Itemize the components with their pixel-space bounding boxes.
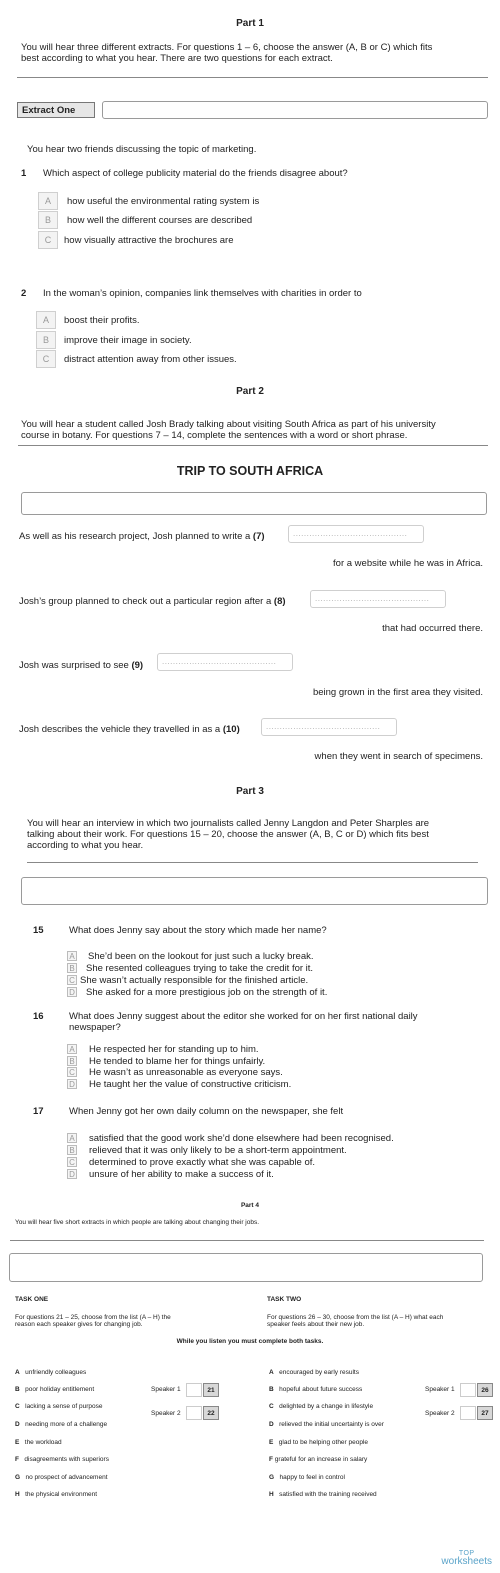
task-one-instructions: For questions 21 – 25, choose from the list (A – H) the reason each speaker gives for changing job. [15,1314,171,1328]
question-text: When Jenny got her own daily column on the newspaper, she felt [69,1106,344,1117]
task-one-title: TASK ONE [15,1296,49,1303]
option-letter-b[interactable]: B [67,1056,77,1066]
task1-item-d: D needing more of a challenge [15,1421,108,1428]
part3-intro: You will hear an interview in which two journalists called Jenny Langdon and Peter Sharples are talking about their work. For questions 15 – 20, choose the answer (A, B, C or D) which fits best according to what you hear. [27,818,430,851]
option-text: improve their image in society. [64,335,192,346]
task2-item-g: G happy to feel in control [269,1474,345,1481]
task1-item-g: G no prospect of advancement [15,1474,108,1481]
option-letter-b[interactable]: B [67,963,77,973]
question-number-21: 21 [203,1383,219,1397]
option-text: She’d been on the lookout for just such a lucky break. [88,951,314,962]
option-text: She asked for a more prestigious job on the strength of it. [86,987,328,998]
option-letter-c[interactable]: C [67,975,77,985]
sentence-8: Josh’s group planned to check out a particular region after a (8) [19,596,286,607]
sentence-10: Josh describes the vehicle they travelled in as a (10) [19,724,240,735]
part2-answer-box[interactable] [21,492,487,515]
divider [27,862,478,863]
option-text: determined to prove exactly what she was capable of. [89,1157,316,1168]
task1-item-a: A unfriendly colleagues [15,1369,87,1376]
option-letter-a[interactable]: A [67,1044,77,1054]
option-text: satisfied that the good work she’d done elsewhere had been recognised. [89,1133,394,1144]
option-letter-a[interactable]: A [38,192,58,210]
question-number: 17 [33,1106,44,1117]
option-letter-c[interactable]: C [38,231,58,249]
question-number: 16 [33,1011,44,1022]
question-text: Which aspect of college publicity material do the friends disagree about? [43,168,348,179]
part1-intro: You will hear three different extracts. For questions 1 – 6, choose the answer (A, B or C) which fits best according to what you hear. There are two questions for each extract. [21,42,433,64]
question-number-27: 27 [477,1406,493,1420]
part2-title: Part 2 [236,386,264,397]
speaker-2-task2-answer[interactable] [460,1406,476,1420]
option-text: boost their profits. [64,315,140,326]
option-text: how well the different courses are described [67,215,253,226]
question-number-22: 22 [203,1406,219,1420]
option-text: unsure of her ability to make a success of it. [89,1169,274,1180]
sentence-9: Josh was surprised to see (9) [19,660,144,671]
option-text: how visually attractive the brochures are [64,235,234,246]
task1-item-c: C lacking a sense of purpose [15,1403,103,1410]
gap-10-input[interactable]: .......................................... [261,718,397,736]
option-text: He tended to blame her for things unfairly. [89,1056,266,1067]
option-letter-d[interactable]: D [67,1169,77,1179]
option-letter-b[interactable]: B [67,1145,77,1155]
gap-8-input[interactable]: .......................................... [310,590,446,608]
divider [17,77,488,78]
option-text: She resented colleagues trying to take the credit for it. [86,963,314,974]
topworksheets-logo[interactable]: TOP worksheets [441,1550,492,1567]
option-text: He taught her the value of constructive criticism. [89,1079,292,1090]
option-letter-c[interactable]: C [67,1067,77,1077]
task1-item-b: B poor holiday entitlement [15,1386,95,1393]
part4-intro: You will hear five short extracts in which people are talking about changing their jobs. [15,1219,260,1226]
option-letter-a[interactable]: A [36,311,56,329]
part3-answer-box[interactable] [21,877,488,905]
sentence-7-end: for a website while he was in Africa. [333,558,483,569]
speaker-1-task2-answer[interactable] [460,1383,476,1397]
task-two-title: TASK TWO [267,1296,302,1303]
task2-item-c: C delighted by a change in lifestyle [269,1403,374,1410]
part2-intro: You will hear a student called Josh Brady talking about visiting South Africa as part of his university course in botany. For questions 7 – 14, complete the sentences with a word or short phrase. [21,419,436,441]
option-letter-a[interactable]: A [67,951,77,961]
gap-7-input[interactable]: .......................................... [288,525,424,543]
question-text: What does Jenny suggest about the editor she worked for on her first national daily newspaper? [69,1011,418,1033]
option-text: relieved that it was only likely to be a short-term appointment. [89,1145,347,1156]
task1-item-f: F disagreements with superiors [15,1456,109,1463]
speaker-1-task1-answer[interactable] [186,1383,202,1397]
part3-title: Part 3 [236,786,264,797]
option-text: how useful the environmental rating system is [67,196,260,207]
task2-item-h: H satisfied with the training received [269,1491,377,1498]
option-text: He wasn’t as unreasonable as everyone says. [89,1067,283,1078]
task-two-instructions: For questions 26 – 30, choose from the list (A – H) what each speaker feels about their new job. [267,1314,444,1328]
question-number: 15 [33,925,44,936]
option-text: distract attention away from other issues. [64,354,237,365]
divider [18,445,488,446]
speaker-1-label: Speaker 1 [151,1386,181,1393]
task1-item-h: H the physical environment [15,1491,98,1498]
speaker-2-task1-answer[interactable] [186,1406,202,1420]
option-letter-d[interactable]: D [67,987,77,997]
part2-heading: TRIP TO SOUTH AFRICA [176,464,324,478]
sentence-10-end: when they went in search of specimens. [314,751,483,762]
extract-label: Extract One [17,102,95,118]
extract-context: You hear two friends discussing the topic of marketing. [27,144,257,155]
gap-9-input[interactable]: .......................................... [157,653,293,671]
speaker-2-label: Speaker 2 [425,1410,455,1417]
option-letter-b[interactable]: B [36,331,56,349]
part4-title: Part 4 [240,1202,260,1209]
option-letter-a[interactable]: A [67,1133,77,1143]
task2-item-d: D relieved the initial uncertainty is over [269,1421,384,1428]
speaker-1-label: Speaker 1 [425,1386,455,1393]
question-number: 2 [21,288,27,299]
option-letter-c[interactable]: C [36,350,56,368]
task2-item-e: E glad to be helping other people [269,1439,369,1446]
task2-item-b: B hopeful about future success [269,1386,363,1393]
sentence-9-end: being grown in the first area they visited. [312,687,483,698]
divider [10,1240,484,1241]
question-text: What does Jenny say about the story which made her name? [69,925,327,936]
part1-title: Part 1 [236,18,264,29]
sentence-8-end: that had occurred there. [382,623,483,634]
option-text: She wasn’t actually responsible for the finished article. [80,975,309,986]
option-letter-b[interactable]: B [38,211,58,229]
option-letter-d[interactable]: D [67,1079,77,1089]
question-number: 1 [21,168,27,179]
task2-item-a: A encouraged by early results [269,1369,359,1376]
task1-item-e: E the workload [15,1439,62,1446]
speaker-2-label: Speaker 2 [151,1410,181,1417]
both-tasks-note: While you listen you must complete both tasks. [176,1338,324,1345]
extract-answer-box[interactable] [102,101,488,119]
option-text: He respected her for standing up to him. [89,1044,259,1055]
task2-item-f: F grateful for an increase in salary [269,1456,368,1463]
question-text: In the woman’s opinion, companies link themselves with charities in order to [43,288,362,299]
option-letter-c[interactable]: C [67,1157,77,1167]
question-number-26: 26 [477,1383,493,1397]
part4-answer-box[interactable] [9,1253,483,1282]
sentence-7: As well as his research project, Josh planned to write a (7) [19,531,265,542]
